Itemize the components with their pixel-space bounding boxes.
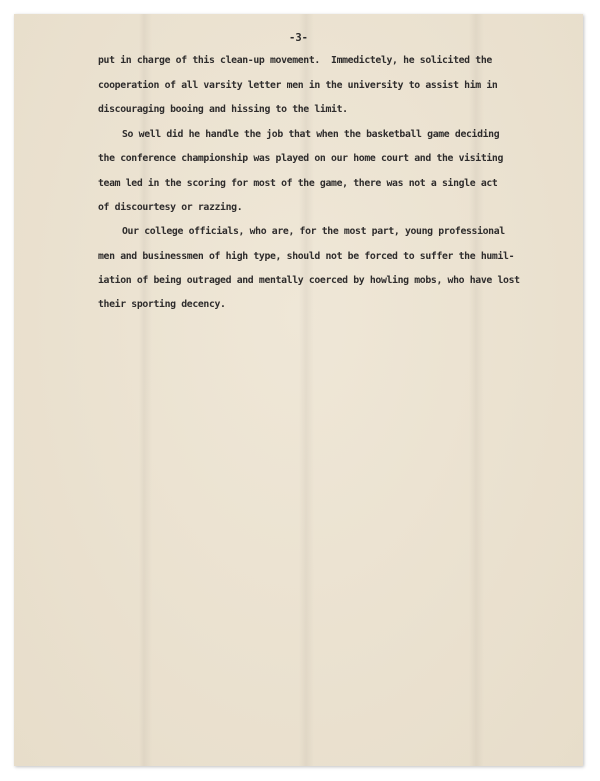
text-line: the conference championship was played on our home court and the visiting <box>98 153 504 164</box>
text-line: their sporting decency. <box>98 299 226 310</box>
text-line: cooperation of all varsity letter men in the university to assist him in <box>98 80 498 91</box>
page-number: -3- <box>289 32 308 44</box>
text-line: team led in the scoring for most of the game, there was not a single act <box>98 178 498 189</box>
text-line: put in charge of this clean-up movement. Immedictely, he solicited the <box>98 55 492 66</box>
text-line: men and businessmen of high type, should not be forced to suffer the humil- <box>98 251 515 262</box>
text-line: discouraging booing and hissing to the limit. <box>98 104 348 115</box>
text-line: iation of being outraged and mentally coerced by howling mobs, who have lost <box>98 275 520 286</box>
text-line: So well did he handle the job that when the basketball game deciding <box>122 129 500 140</box>
text-line: of discourtesy or razzing. <box>98 202 243 213</box>
document-page <box>14 14 583 766</box>
text-line: Our college officials, who are, for the most part, young professional <box>122 226 505 237</box>
